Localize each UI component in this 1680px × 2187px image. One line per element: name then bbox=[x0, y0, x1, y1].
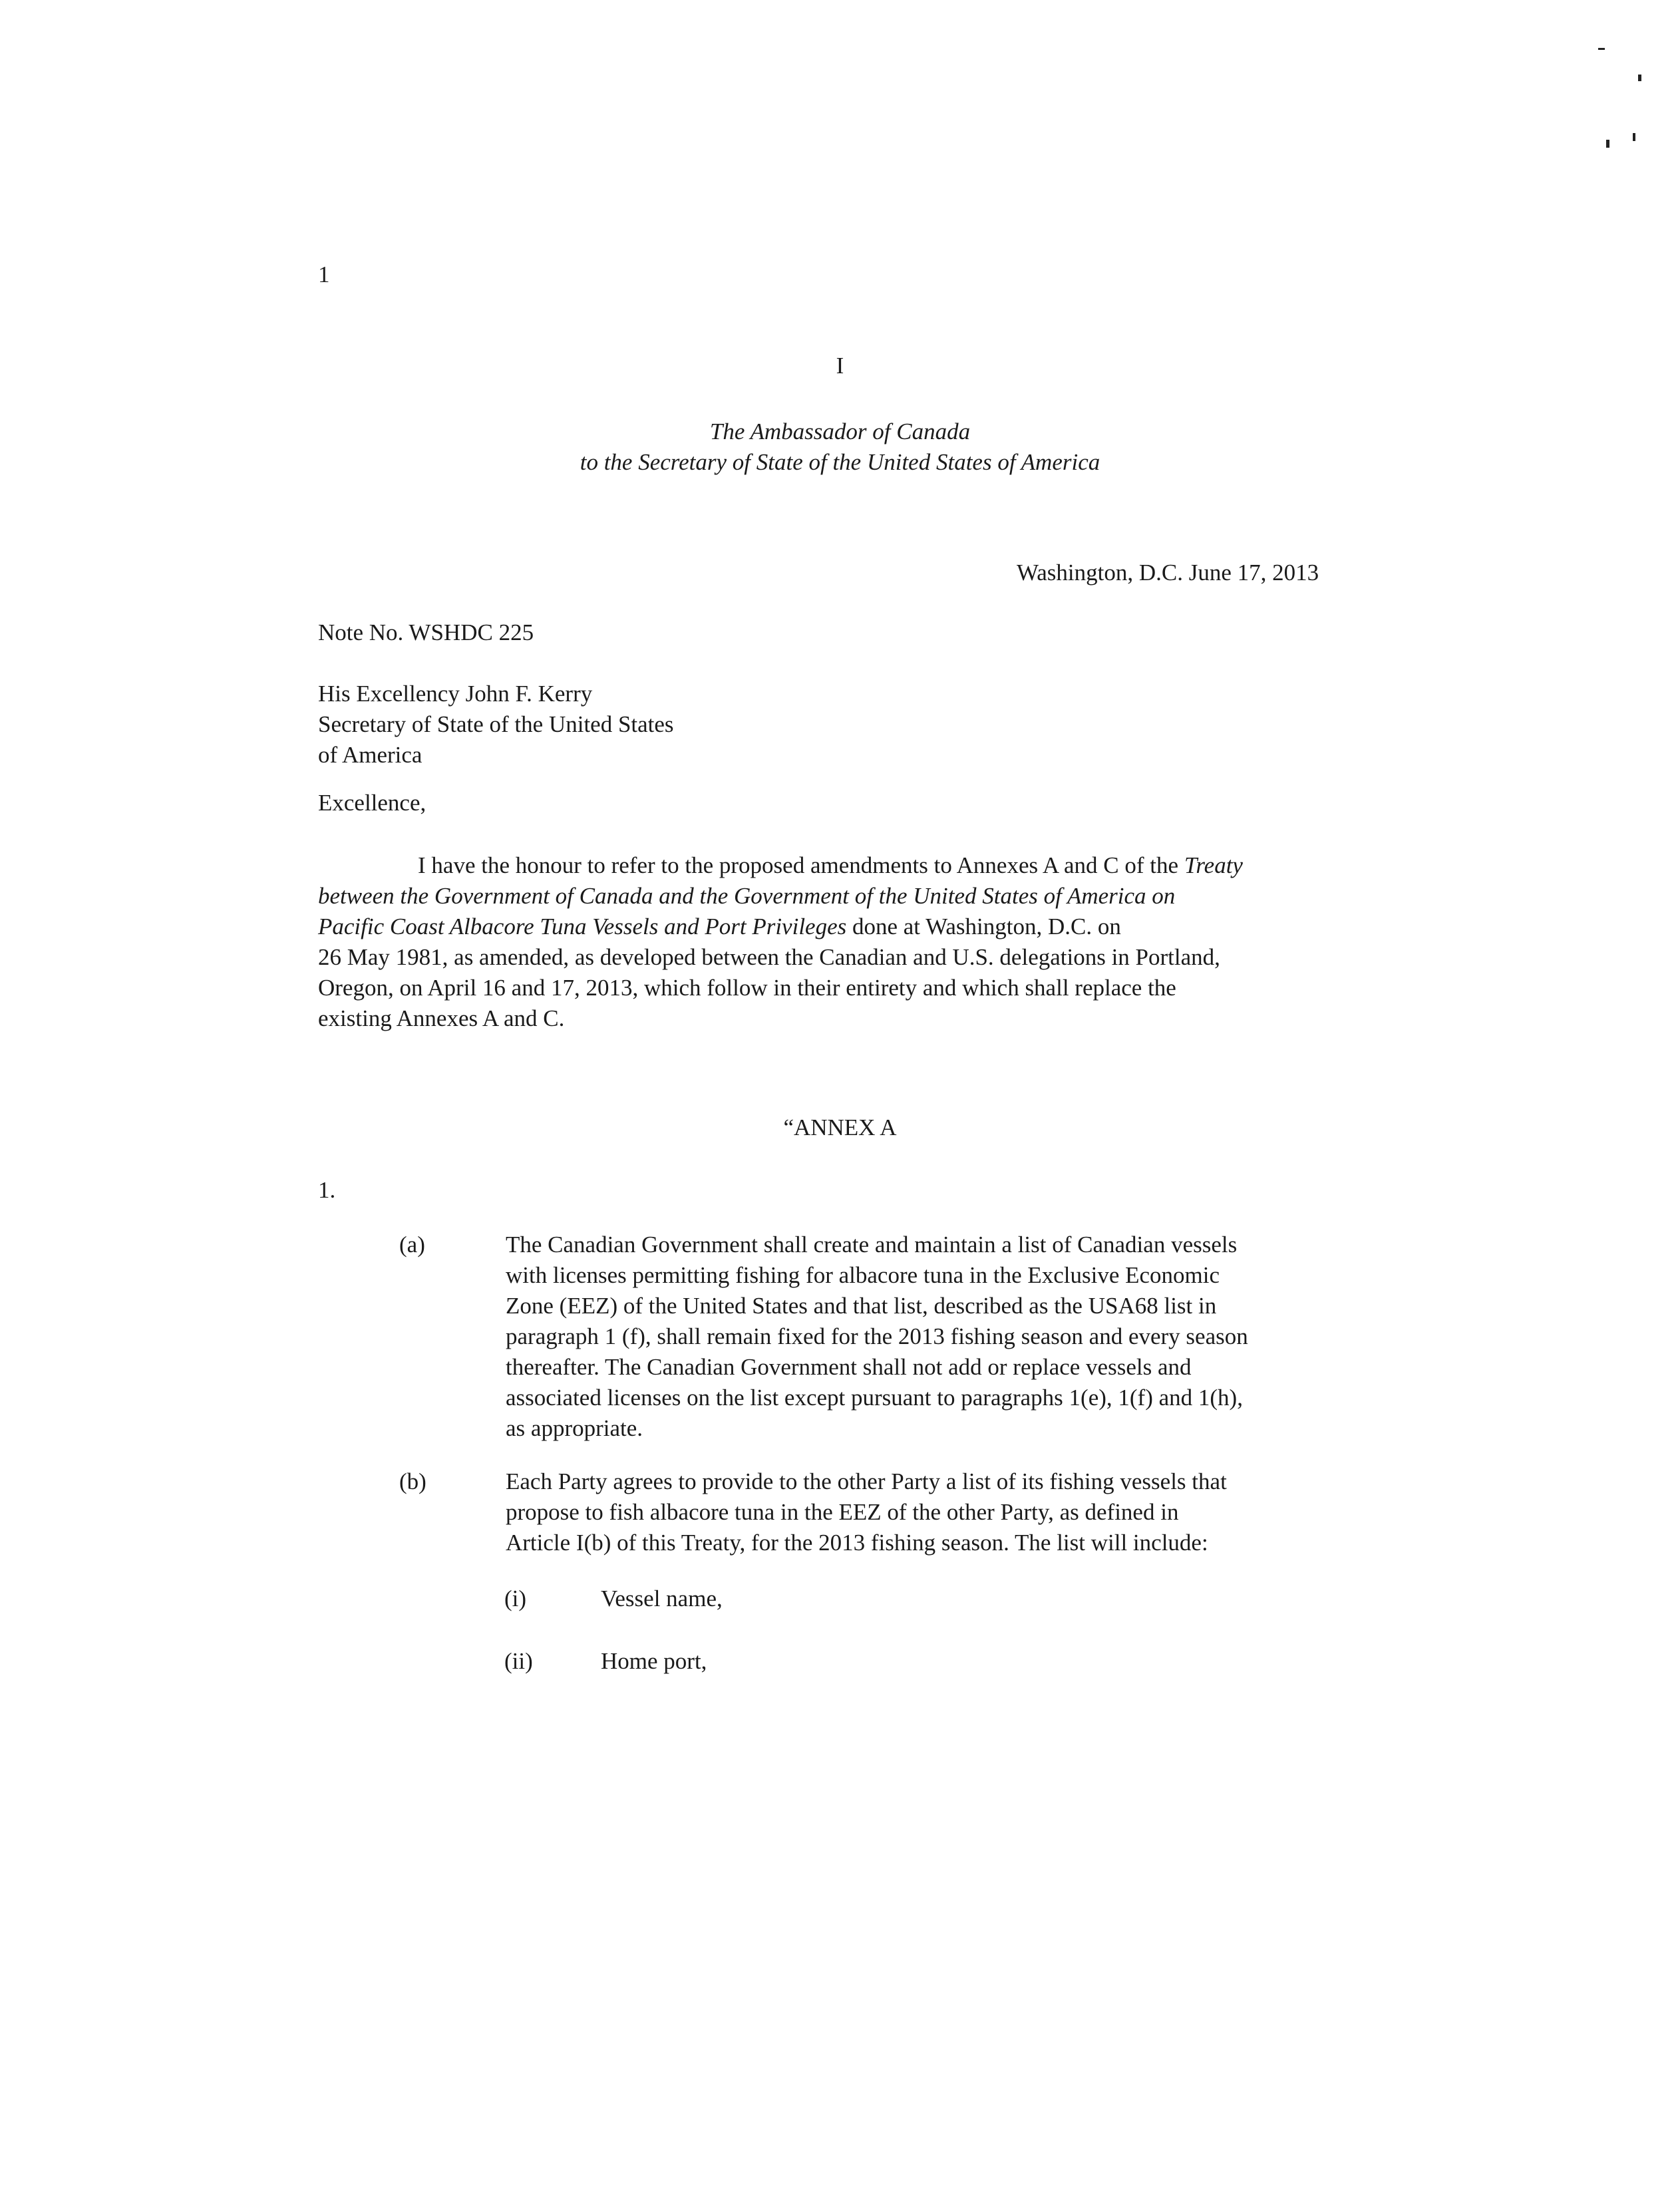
clause-b-label: (b) bbox=[399, 1468, 426, 1494]
place-date: Washington, D.C. June 17, 2013 bbox=[1017, 560, 1319, 586]
section-numeral: I bbox=[836, 353, 844, 379]
body-line-5: Oregon, on April 16 and 17, 2013, which follow in their entirety and which shall replace the bbox=[318, 975, 1176, 1001]
body-line-3-text: done at Washington, D.C. on bbox=[846, 914, 1121, 939]
clause-a-line: Zone (EEZ) of the United States and that list, described as the USA68 list in bbox=[506, 1293, 1217, 1319]
clause-a-label: (a) bbox=[399, 1232, 425, 1258]
clause-b-line: Article I(b) of this Treaty, for the 2013 fishing season. The list will include: bbox=[506, 1530, 1208, 1556]
treaty-title-end: Pacific Coast Albacore Tuna Vessels and Port Privileges bbox=[318, 914, 847, 939]
note-number: Note No. WSHDC 225 bbox=[318, 619, 534, 645]
scan-mark bbox=[1633, 133, 1635, 141]
salutation: Excellence, bbox=[318, 790, 426, 816]
body-line-6: existing Annexes A and C. bbox=[318, 1005, 565, 1031]
subitem-i-text: Vessel name, bbox=[601, 1586, 723, 1611]
addressee-block bbox=[318, 679, 674, 770]
addressee-line-1: His Excellency John F. Kerry bbox=[318, 681, 593, 707]
heading-line-2: to the Secretary of State of the United States of America bbox=[580, 449, 1100, 475]
body-line-2: between the Government of Canada and the Government of the United States of America on bbox=[318, 883, 1176, 909]
body-paragraph bbox=[318, 850, 1356, 1034]
scan-mark bbox=[1606, 140, 1609, 148]
subitem-ii-text: Home port, bbox=[601, 1648, 707, 1674]
body-line-3 bbox=[318, 912, 1356, 942]
item-number: 1. bbox=[318, 1177, 336, 1203]
addressee-line-3: of America bbox=[318, 742, 422, 768]
clause-b-text bbox=[506, 1466, 1397, 1558]
clause-b-line: Each Party agrees to provide to the other Party a list of its fishing vessels that bbox=[506, 1468, 1227, 1494]
clause-a-line: thereafter. The Canadian Government shall not add or replace vessels and bbox=[506, 1354, 1192, 1380]
clause-a-line: associated licenses on the list except pursuant to paragraphs 1(e), 1(f) and 1(h), bbox=[506, 1385, 1243, 1411]
body-line-1-text: I have the honour to refer to the proposed amendments to Annexes A and C of the bbox=[418, 852, 1184, 878]
treaty-title-start: Treaty bbox=[1184, 852, 1243, 878]
clause-a-line: The Canadian Government shall create and maintain a list of Canadian vessels bbox=[506, 1232, 1238, 1258]
scan-mark bbox=[1638, 75, 1641, 81]
body-line-4: 26 May 1981, as amended, as developed between the Canadian and U.S. delegations in Portland, bbox=[318, 944, 1220, 970]
letter-heading bbox=[0, 417, 1680, 478]
scan-mark bbox=[1598, 48, 1605, 50]
clause-a-line: paragraph 1 (f), shall remain fixed for the 2013 fishing season and every season bbox=[506, 1323, 1248, 1349]
subitem-i-label: (i) bbox=[504, 1586, 527, 1611]
subitem-ii-label: (ii) bbox=[504, 1648, 533, 1674]
body-line-1 bbox=[318, 850, 1356, 881]
clause-a-line: with licenses permitting fishing for albacore tuna in the Exclusive Economic bbox=[506, 1262, 1220, 1288]
addressee-line-2: Secretary of State of the United States bbox=[318, 711, 674, 737]
page-number: 1 bbox=[318, 261, 330, 287]
clause-a-line: as appropriate. bbox=[506, 1415, 643, 1441]
clause-b-line: propose to fish albacore tuna in the EEZ of the other Party, as defined in bbox=[506, 1499, 1179, 1525]
heading-line-1: The Ambassador of Canada bbox=[709, 419, 971, 444]
clause-a-text bbox=[506, 1230, 1397, 1444]
annex-title: “ANNEX A bbox=[783, 1114, 897, 1140]
